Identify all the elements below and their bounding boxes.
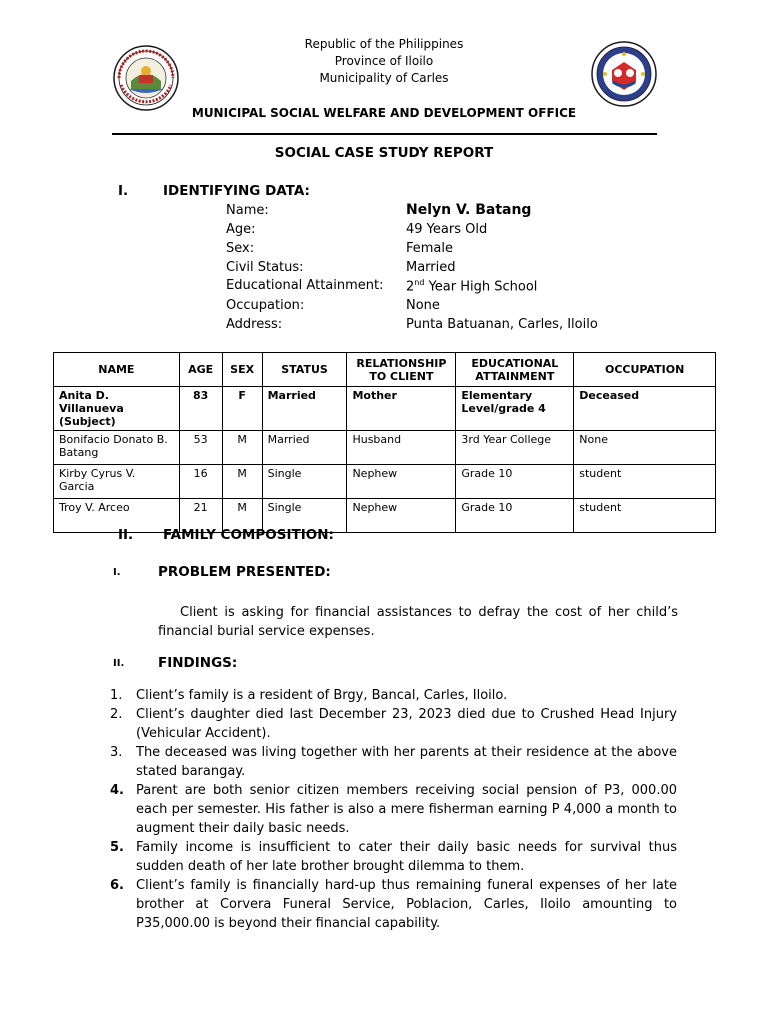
- list-item: 2. Client’s daughter died last December 23, 2023 died due to Crushed Head Injury (Vehicular Accident).: [110, 707, 677, 741]
- findings-list: [110, 686, 677, 933]
- report-title: SOCIAL CASE STUDY REPORT: [274, 145, 494, 161]
- table-cell: Married: [262, 387, 347, 431]
- table-cell: Nephew: [347, 499, 456, 533]
- table-cell: F: [222, 387, 262, 431]
- table-cell: M: [222, 499, 262, 533]
- col-header-name: NAME: [54, 353, 180, 387]
- table-row: [54, 431, 716, 465]
- table-cell: Husband: [347, 431, 456, 465]
- section2-heading: FAMILY COMPOSITION:: [163, 527, 334, 543]
- col-header-status: STATUS: [262, 353, 347, 387]
- table-cell: 53: [179, 431, 222, 465]
- field-label-name: Name:: [226, 203, 269, 218]
- section2-number: II.: [118, 527, 134, 543]
- field-label-address: Address:: [226, 317, 283, 332]
- col-header-occupation: OCCUPATION: [574, 353, 716, 387]
- list-item: 5. Family income is insufficient to cater their daily basic needs for survival thus sudden death of her late brother brought dilemma to them.: [110, 840, 677, 874]
- table-row: [54, 499, 716, 533]
- field-label-education: Educational Attainment:: [226, 278, 384, 293]
- field-label-civil-status: Civil Status:: [226, 260, 304, 275]
- col-header-sex: SEX: [222, 353, 262, 387]
- municipality-seal-logo: [113, 45, 179, 111]
- field-label-sex: Sex:: [226, 241, 255, 256]
- table-cell: Bonifacio Donato B. Batang: [54, 431, 180, 465]
- table-cell: None: [574, 431, 716, 465]
- table-cell: student: [574, 465, 716, 499]
- field-label-age: Age:: [226, 222, 256, 237]
- table-cell: M: [222, 431, 262, 465]
- table-cell: 21: [179, 499, 222, 533]
- field-value-name: Nelyn V. Batang: [406, 202, 532, 218]
- table-cell: student: [574, 499, 716, 533]
- field-value-civil-status: Married: [406, 260, 456, 275]
- table-cell: Anita D. Villanueva (Subject): [54, 387, 180, 431]
- table-row: [54, 387, 716, 431]
- field-value-age: 49 Years Old: [406, 222, 488, 237]
- table-cell: Married: [262, 431, 347, 465]
- list-item: 3. The deceased was living together with her parents at their residence at the above stated barangay.: [110, 745, 677, 779]
- table-cell: 16: [179, 465, 222, 499]
- table-cell: Nephew: [347, 465, 456, 499]
- table-cell: Single: [262, 499, 347, 533]
- table-cell: Elementary Level/grade 4: [456, 387, 574, 431]
- col-header-education: EDUCATIONAL ATTAINMENT: [456, 353, 574, 387]
- table-cell: Mother: [347, 387, 456, 431]
- table-header-row: [54, 353, 716, 387]
- problem-text: Client is asking for financial assistances to defray the cost of her child’s financial burial service expenses.: [158, 605, 678, 639]
- list-item: 4. Parent are both senior citizen members receiving social pension of P3, 000.00 each per semester. His father is also a mere fisherman earning P 4,000 a month to augment their daily basic needs.: [110, 783, 677, 836]
- table-row: [54, 465, 716, 499]
- col-header-relationship: RELATIONSHIP TO CLIENT: [347, 353, 456, 387]
- header-divider: [112, 133, 657, 135]
- field-value-address: Punta Batuanan, Carles, Iloilo: [406, 317, 598, 332]
- findings-heading: FINDINGS:: [158, 655, 238, 671]
- mswdo-seal-logo: [591, 40, 657, 110]
- section1-heading: IDENTIFYING DATA:: [163, 183, 310, 199]
- header-province: Province of Iloilo: [334, 54, 434, 68]
- section1-number: I.: [118, 183, 129, 199]
- problem-heading: PROBLEM PRESENTED:: [158, 564, 331, 580]
- table-cell: Kirby Cyrus V. Garcia: [54, 465, 180, 499]
- table-cell: Grade 10: [456, 499, 574, 533]
- field-value-sex: Female: [406, 241, 454, 256]
- field-label-occupation: Occupation:: [226, 298, 305, 313]
- table-cell: M: [222, 465, 262, 499]
- header-office: MUNICIPAL SOCIAL WELFARE AND DEVELOPMENT OFFICE: [191, 106, 577, 120]
- field-value-occupation: None: [406, 298, 440, 313]
- table-cell: 83: [179, 387, 222, 431]
- table-cell: Deceased: [574, 387, 716, 431]
- header-republic: Republic of the Philippines: [304, 37, 464, 51]
- family-composition-table: [53, 352, 716, 533]
- table-cell: 3rd Year College: [456, 431, 574, 465]
- table-cell: Grade 10: [456, 465, 574, 499]
- table-cell: Single: [262, 465, 347, 499]
- table-cell: Troy V. Arceo: [54, 499, 180, 533]
- list-item: 6. Client’s family is financially hard-up thus remaining funeral expenses of her late brother at Corvera Funeral Service, Poblacion, Carles, Iloilo amounting to P35,000.00 is beyond their financial capability.: [110, 878, 677, 931]
- problem-number: I.: [113, 567, 121, 578]
- list-item: 1. Client’s family is a resident of Brgy, Bancal, Carles, Iloilo.: [110, 688, 508, 703]
- findings-number: II.: [113, 658, 125, 669]
- field-value-education: 2nd Year High School: [406, 278, 538, 295]
- header-municipality: Municipality of Carles: [319, 71, 449, 85]
- col-header-age: AGE: [179, 353, 222, 387]
